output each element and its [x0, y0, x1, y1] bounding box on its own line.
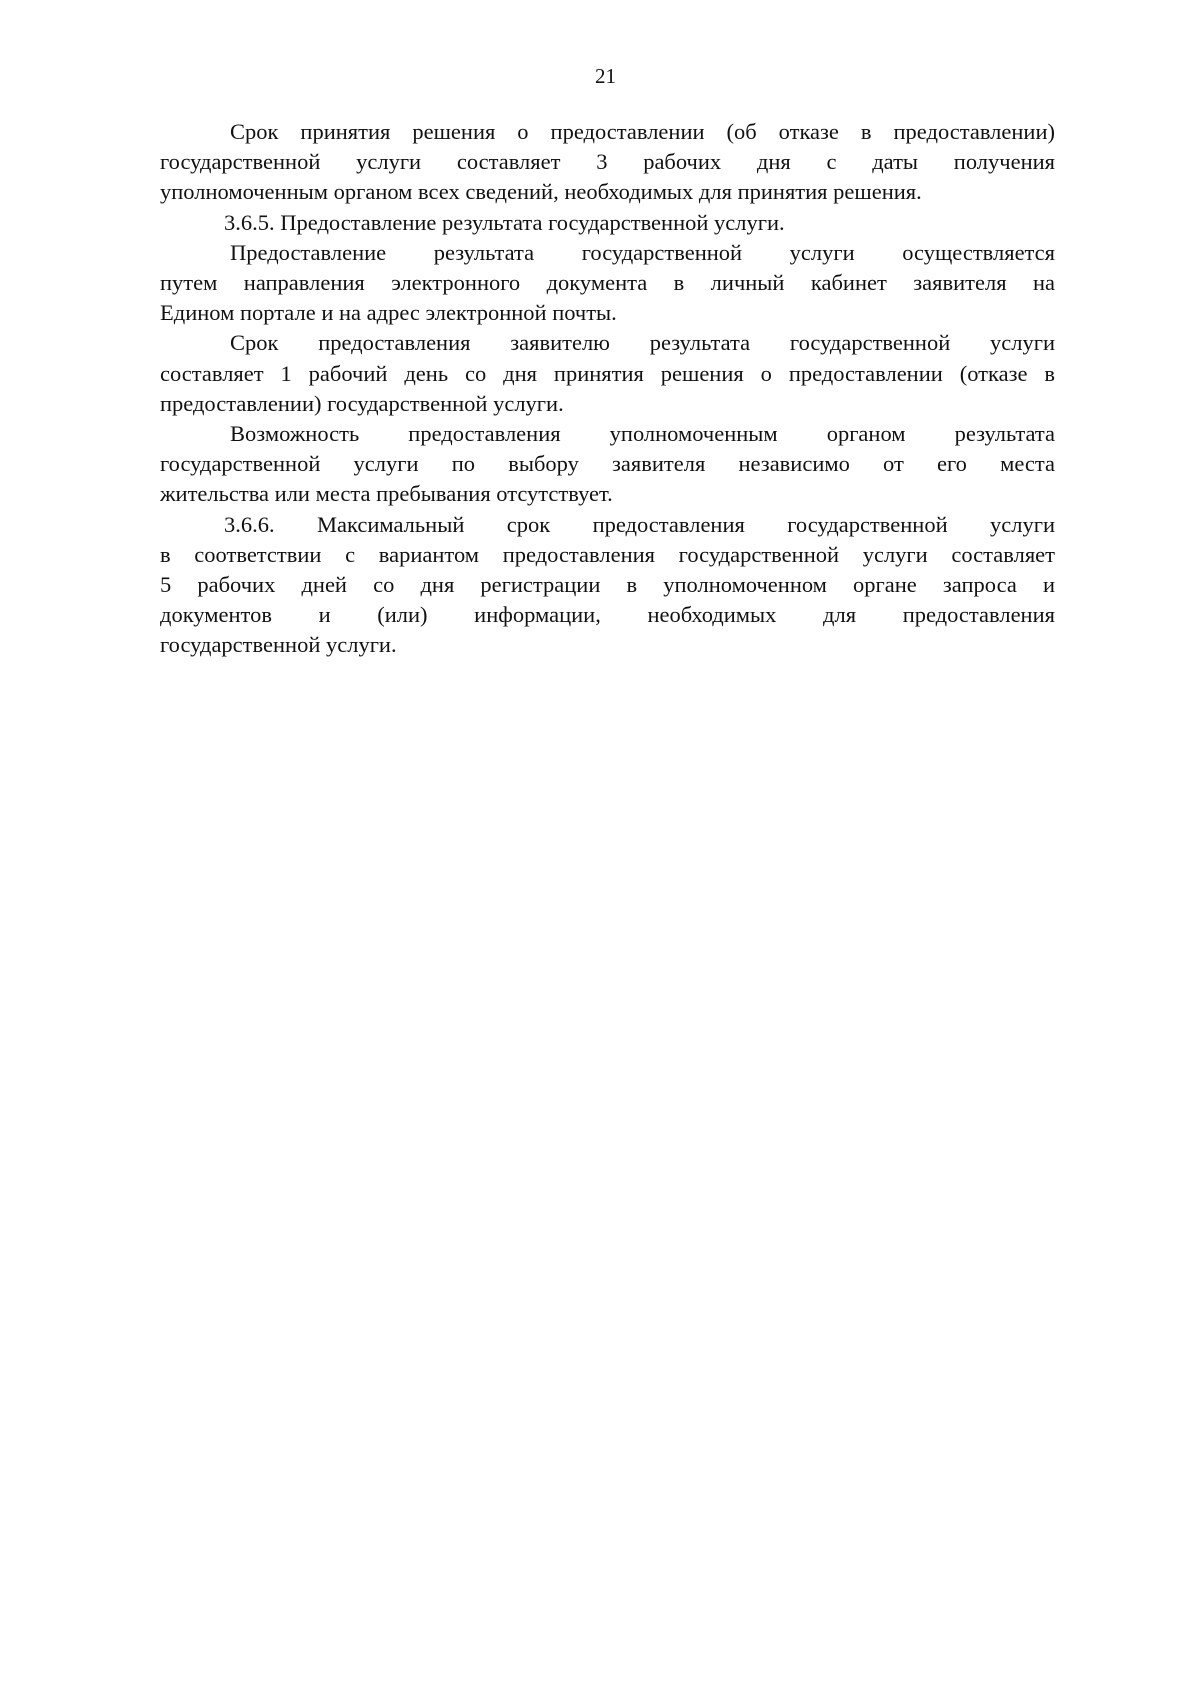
text-line: 5 рабочих дней со дня регистрации в уполномоченном органе запроса и: [160, 572, 1055, 598]
paragraph-decision-term: [160, 117, 1055, 208]
text-line: 3.6.5. Предоставление результата государственной услуги.: [224, 209, 785, 235]
text-line: Возможность предоставления уполномоченным органом результата: [230, 421, 1055, 447]
paragraph-result-delivery: [160, 238, 1055, 329]
page-number: 21: [595, 64, 616, 88]
text-line: государственной услуги по выбору заявителя независимо от его места: [160, 451, 1055, 477]
section-3-6-6-max-term: [160, 510, 1055, 661]
text-line: 3.6.6. Максимальный срок предоставления государственной услуги: [224, 511, 1055, 537]
text-line: Едином портале и на адрес электронной почты.: [160, 300, 617, 326]
text-line: Предоставление результата государственной услуги осуществляется: [230, 239, 1055, 265]
text-line: уполномоченным органом всех сведений, необходимых для принятия решения.: [160, 179, 922, 205]
document-body: [160, 117, 1055, 661]
text-line: составляет 1 рабочий день со дня принятия решения о предоставлении (отказе в: [160, 360, 1055, 386]
text-line: жительства или места пребывания отсутствует.: [160, 481, 613, 507]
text-line: в соответствии с вариантом предоставления государственной услуги составляет: [160, 541, 1055, 567]
section-heading-3-6-5: [160, 208, 1055, 238]
paragraph-extraterritorial: [160, 419, 1055, 510]
text-line: предоставлении) государственной услуги.: [160, 390, 564, 416]
text-line: путем направления электронного документа в личный кабинет заявителя на: [160, 270, 1055, 296]
text-line: Срок предоставления заявителю результата государственной услуги: [230, 330, 1055, 356]
paragraph-result-term: [160, 328, 1055, 419]
text-line: государственной услуги.: [160, 632, 397, 658]
text-line: Срок принятия решения о предоставлении (об отказе в предоставлении): [230, 119, 1055, 144]
text-line: государственной услуги составляет 3 рабочих дня с даты получения: [160, 149, 1055, 175]
text-line: документов и (или) информации, необходимых для предоставления: [160, 602, 1055, 628]
